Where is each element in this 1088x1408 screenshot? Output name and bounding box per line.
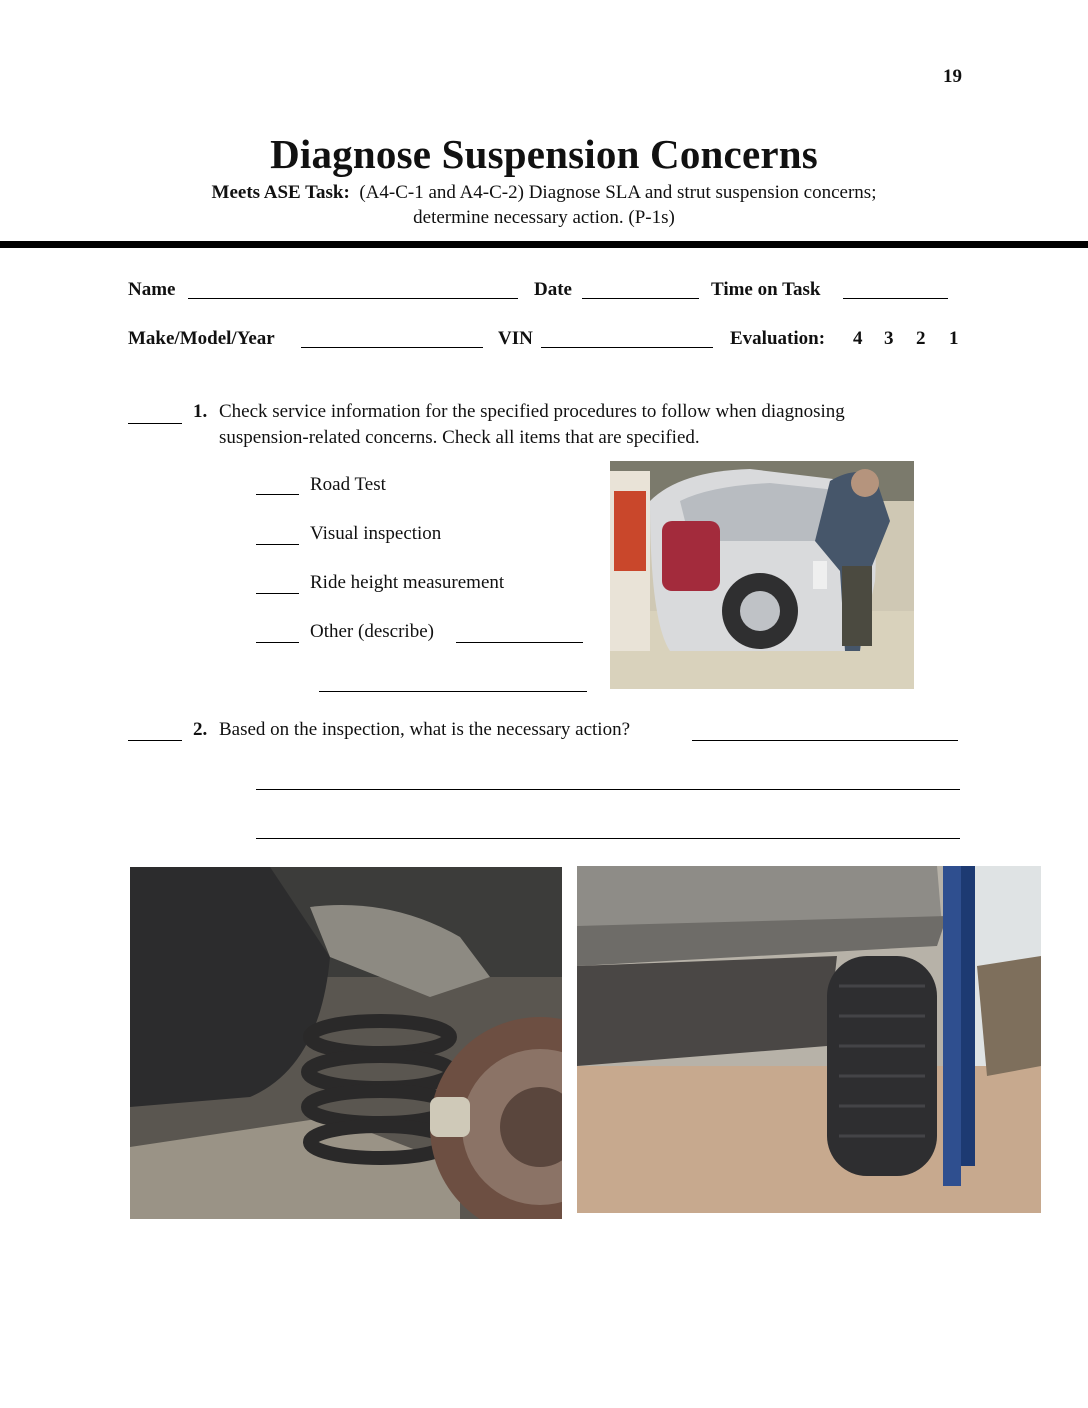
evaluation-label: Evaluation: xyxy=(730,328,826,349)
task-line-1: (A4-C-1 and A4-C-2) Diagnose SLA and strut suspension concerns; xyxy=(359,182,877,203)
evaluation-score-4[interactable]: 4 xyxy=(853,328,863,349)
name-label: Name xyxy=(128,279,176,300)
ride-height-photo xyxy=(610,461,914,689)
vin-field[interactable] xyxy=(541,347,713,348)
checkbox-visual-inspection[interactable] xyxy=(256,544,299,545)
q2-text: Based on the inspection, what is the necessary action? xyxy=(219,719,631,740)
task-line-2: determine necessary action. (P-1s) xyxy=(413,207,675,228)
name-field[interactable] xyxy=(188,298,518,299)
vin-label: VIN xyxy=(498,328,533,349)
q1-number: 1. xyxy=(193,401,208,422)
q2-number: 2. xyxy=(193,719,208,740)
task-label: Meets ASE Task: xyxy=(211,182,350,203)
other-describe-field[interactable] xyxy=(456,642,583,643)
q1-score-blank[interactable] xyxy=(128,423,182,424)
checkbox-ride-height[interactable] xyxy=(256,593,299,594)
evaluation-score-2[interactable]: 2 xyxy=(916,328,926,349)
photo-icon xyxy=(610,461,914,689)
photo-icon xyxy=(130,867,562,1219)
evaluation-score-1[interactable]: 1 xyxy=(949,328,959,349)
page-title: Diagnose Suspension Concerns xyxy=(270,131,818,177)
page-number: 19 xyxy=(943,66,962,87)
date-label: Date xyxy=(534,279,572,300)
vehicle-on-lift-photo xyxy=(577,866,1041,1213)
other-describe-field-2[interactable] xyxy=(319,691,587,692)
item-road-test: Road Test xyxy=(310,474,386,495)
header-divider xyxy=(0,241,1088,248)
q1-text xyxy=(219,399,845,451)
time-on-task-label: Time on Task xyxy=(711,279,821,300)
q1-line-2: suspension-related concerns. Check all items that are specified. xyxy=(219,427,700,448)
checkbox-road-test[interactable] xyxy=(256,494,299,495)
make-model-year-label: Make/Model/Year xyxy=(128,328,275,349)
q2-answer-line-1[interactable] xyxy=(692,740,958,741)
evaluation-score-3[interactable]: 3 xyxy=(884,328,894,349)
q2-score-blank[interactable] xyxy=(128,740,182,741)
date-field[interactable] xyxy=(582,298,699,299)
make-model-year-field[interactable] xyxy=(301,347,483,348)
q2-answer-line-3[interactable] xyxy=(256,838,960,839)
time-on-task-field[interactable] xyxy=(843,298,948,299)
item-ride-height: Ride height measurement xyxy=(310,572,505,593)
item-other: Other (describe) xyxy=(310,621,434,642)
checkbox-other[interactable] xyxy=(256,642,299,643)
photo-icon xyxy=(577,866,1041,1213)
q1-line-1: Check service information for the specified procedures to follow when diagnosing xyxy=(219,401,845,422)
item-visual-inspection: Visual inspection xyxy=(310,523,442,544)
coil-spring-photo xyxy=(130,867,562,1219)
q2-answer-line-2[interactable] xyxy=(256,789,960,790)
ase-task-description xyxy=(0,180,1088,230)
